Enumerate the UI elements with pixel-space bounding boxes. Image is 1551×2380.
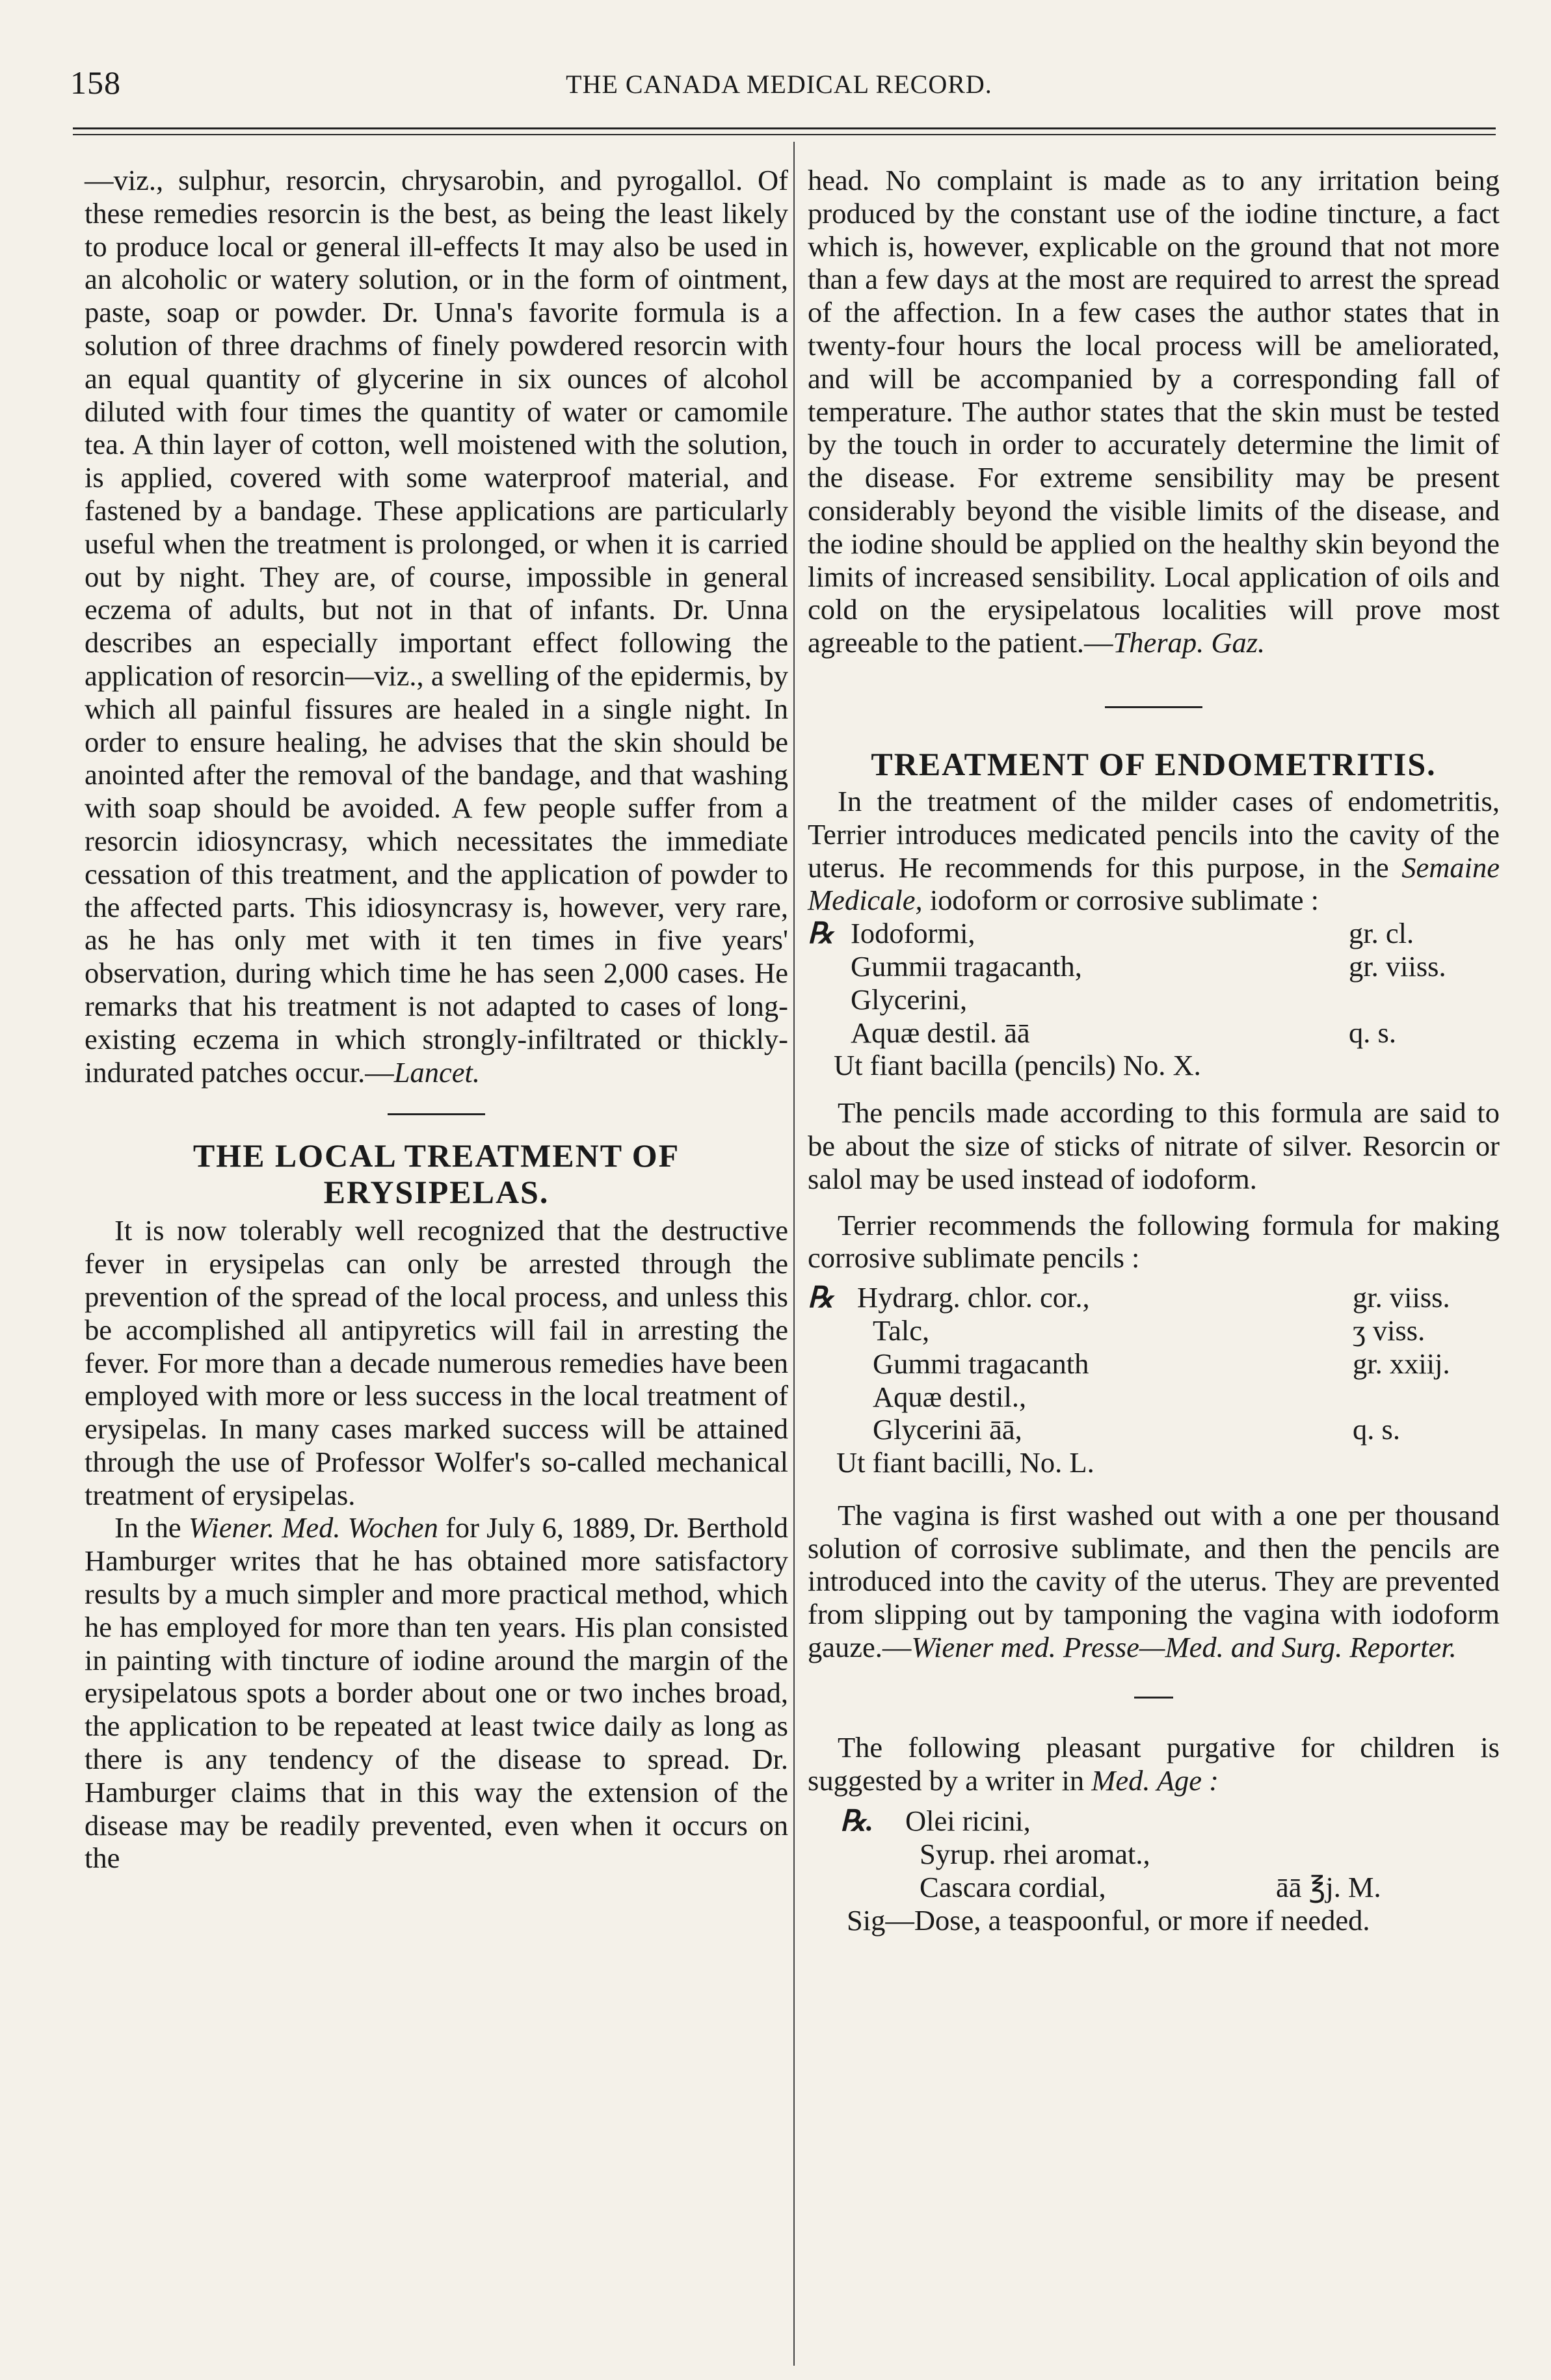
left-column bbox=[85, 164, 788, 1875]
article-title-endometritis: TREATMENT OF ENDOMETRITIS. bbox=[871, 745, 1437, 782]
rx-dose: gr. viiss. bbox=[1349, 949, 1446, 983]
citation-med-age: Med. Age : bbox=[1091, 1764, 1219, 1797]
rx-ingredient: Gummii tragacanth, bbox=[851, 949, 1082, 983]
page-number: 158 bbox=[70, 64, 121, 101]
rx-ingredient: Glycerini āā, bbox=[873, 1413, 1022, 1446]
purgative-intro bbox=[808, 1731, 1500, 1797]
rx-symbol: ℞. bbox=[840, 1805, 874, 1838]
right-column bbox=[808, 164, 1500, 1937]
erysipelas-paragraph-1: It is now tolerably well recognized that the destructive fever in erysipelas can only be arrested through the prevention of the spread of the local process, and unless this be accomplished all antipyretics will fail in arresting the fever. For more than a decade numerous remedies have been employed with more or less success in the local treatment of erysipelas. In many cases marked success will be attained through the use of Professor Wolfer's so-called mechanical treatment of erysipelas. bbox=[85, 1214, 788, 1511]
citation-lancet: Lancet. bbox=[393, 1055, 480, 1089]
after-prescription-1: The pencils made according to this formula are said to be about the size of sticks of nitrate of silver. Resorcin or salol may be used instead of iodoform. bbox=[808, 1096, 1500, 1195]
rx-quantity: āā ℥j. M. bbox=[1276, 1871, 1381, 1904]
before-prescription-2: Terrier recommends the following formula for making corrosive sublimate pencils : bbox=[808, 1208, 1500, 1275]
erysipelas-paragraph-2 bbox=[85, 1511, 788, 1875]
rx-symbol: ℞ bbox=[808, 1281, 834, 1314]
rx-ingredient: Talc, bbox=[873, 1314, 930, 1347]
section-separator bbox=[1134, 1697, 1173, 1699]
rx-ingredient: Iodoformi, bbox=[851, 917, 975, 950]
erysipelas-cont-text: head. No complaint is made as to any irritation being produced by the constant use of the iodine tincture, a fact which is, however, explicable on the ground that not more than a few days at the most are required to arrest the spread of the affection. In a few cases the author states that in twenty-four hours the local process will be ameliorated, and will be accompanied by a corresponding fall of temperature. The author states that the skin must be tested by the touch in order to accurately determine the limit of the disease. For extreme sensibility may be present considerably beyond the visible limits of the disease, and the iodine should be applied on the healthy skin beyond the limits of increased sensibility. Local application of oils and cold on the erysipelatous localities will prove most agreeable to the patient.— bbox=[808, 164, 1500, 659]
rx-ingredient: Syrup. rhei aromat., bbox=[920, 1838, 1150, 1871]
rx-ingredient: Aquæ destil., bbox=[873, 1380, 1027, 1413]
after-prescription-2 bbox=[808, 1499, 1500, 1664]
citation-semaine-medicale: Semaine Medicale, bbox=[808, 851, 1500, 917]
prescription-sublimate bbox=[808, 1281, 1500, 1479]
article-title-erysipelas: THE LOCAL TREATMENT OF ERYSIPELAS. bbox=[192, 1137, 680, 1211]
rx-dose: ʒ viss. bbox=[1353, 1314, 1425, 1347]
section-separator bbox=[388, 1113, 485, 1115]
rx-ingredient: Cascara cordial, bbox=[920, 1871, 1106, 1904]
erysipelas-continuation bbox=[808, 164, 1500, 659]
para2-body: for July 6, 1889, Dr. Berthold Hamburger writes that he has obtained more satisfactory results by a much simpler and more practical method, which he has employed for more than ten years. His plan consisted in painting with tincture of iodine around the margin of the erysipelatous spots a border about one or two inches broad, the application to be repeated at least twice daily as long as there is any tendency of the disease to spread. Dr. Hamburger claims that in this way the extension of the disease may be readily prevented, even when it occurs on the bbox=[85, 1511, 788, 1875]
citation-therap-gaz: Therap. Gaz. bbox=[1113, 626, 1266, 659]
prescription-purgative bbox=[808, 1805, 1500, 1937]
journal-title: THE CANADA MEDICAL RECORD. bbox=[566, 70, 992, 99]
rx-ingredient: Aquæ destil. āā bbox=[851, 1016, 1030, 1049]
column-divider bbox=[793, 142, 795, 2366]
rx-closing: Ut fiant bacilla (pencils) No. X. bbox=[834, 1049, 1201, 1082]
after-rx2-text: The vagina is first washed out with a one per thousand solution of corrosive sublimate, and then the pencils are introduced into the cavity of the uterus. They are prevented from slipping out by tamponing the vagina with iodoform gauze.— bbox=[808, 1498, 1500, 1664]
section-separator bbox=[1105, 706, 1202, 708]
rx-dose: q. s. bbox=[1353, 1413, 1400, 1446]
rx-closing: Ut fiant bacilli, No. L. bbox=[836, 1446, 1094, 1479]
header-double-rule bbox=[73, 127, 1496, 135]
rx-ingredient: Olei ricini, bbox=[905, 1805, 1031, 1838]
eczema-text: —viz., sulphur, resorcin, chrysarobin, and pyrogallol. Of these remedies resorcin is the best, as being the least likely to produce local or general ill-effects It may also be used in an alcoholic or watery solution, or in the form of ointment, paste, soap or powder. Dr. Unna's favorite formula is a solution of three drachms of finely powdered resorcin with an equal quantity of glycerine in six ounces of alcohol diluted with four times the quantity of water or camomile tea. A thin layer of cotton, well moistened with the solution, is applied, covered with some waterproof material, and fastened by a bandage. These applications are particularly useful when the treatment is prolonged, or when it is carried out by night. They are, of course, impossible in general eczema of adults, but not in that of infants. Dr. Unna describes an especially important effect following the application of resorcin—viz., a swelling of the epidermis, by which all painful fissures are healed in a single night. In order to ensure healing, he advises that the skin should be anointed after the removal of the bandage, and that washing with soap should be avoided. A few people suffer from a resorcin idiosyncrasy, which necessitates the immediate cessation of this treatment, and the application of powder to the affected parts. This idiosyncrasy is, however, very rare, as he has only met with it ten times in five years' observation, during which time he has seen 2,000 cases. He remarks that his treatment is not adapted to cases of long-existing eczema in which strongly-infiltrated or thickly-indurated patches occur.— bbox=[85, 164, 788, 1089]
citation-wiener-med-presse: Wiener med. Presse—Med. and Surg. Reporter. bbox=[911, 1631, 1457, 1664]
rx-dose: gr. viiss. bbox=[1353, 1281, 1450, 1314]
running-head bbox=[70, 60, 1488, 105]
rx-ingredient: Glycerini, bbox=[851, 983, 968, 1016]
rx-dose: q. s. bbox=[1349, 1016, 1396, 1049]
rx-dose: gr. cl. bbox=[1349, 917, 1414, 950]
rx-ingredient: Hydrarg. chlor. cor., bbox=[857, 1281, 1090, 1314]
rx-ingredient: Gummi tragacanth bbox=[873, 1347, 1089, 1380]
endometritis-intro bbox=[808, 785, 1500, 917]
rx-signature: Sig—Dose, a teaspoonful, or more if needed. bbox=[847, 1903, 1370, 1937]
rx-symbol: ℞ bbox=[808, 917, 834, 950]
citation-wiener-med-wochen: Wiener. Med. Wochen bbox=[188, 1511, 438, 1544]
para2-lead: In the bbox=[114, 1511, 189, 1544]
intro-lead: In the treatment of the milder cases of endometritis, Terrier introduces medicated pencils into the cavity of the uterus. He recommends for this purpose, in the bbox=[808, 784, 1500, 884]
rx-dose: gr. xxiij. bbox=[1353, 1347, 1450, 1380]
eczema-continuation bbox=[85, 164, 788, 1089]
prescription-iodoform bbox=[808, 917, 1500, 1082]
intro-tail: iodoform or corrosive sublimate : bbox=[922, 884, 1319, 917]
purgative-lead: The following pleasant purgative for children is suggested by a writer in bbox=[808, 1730, 1500, 1797]
